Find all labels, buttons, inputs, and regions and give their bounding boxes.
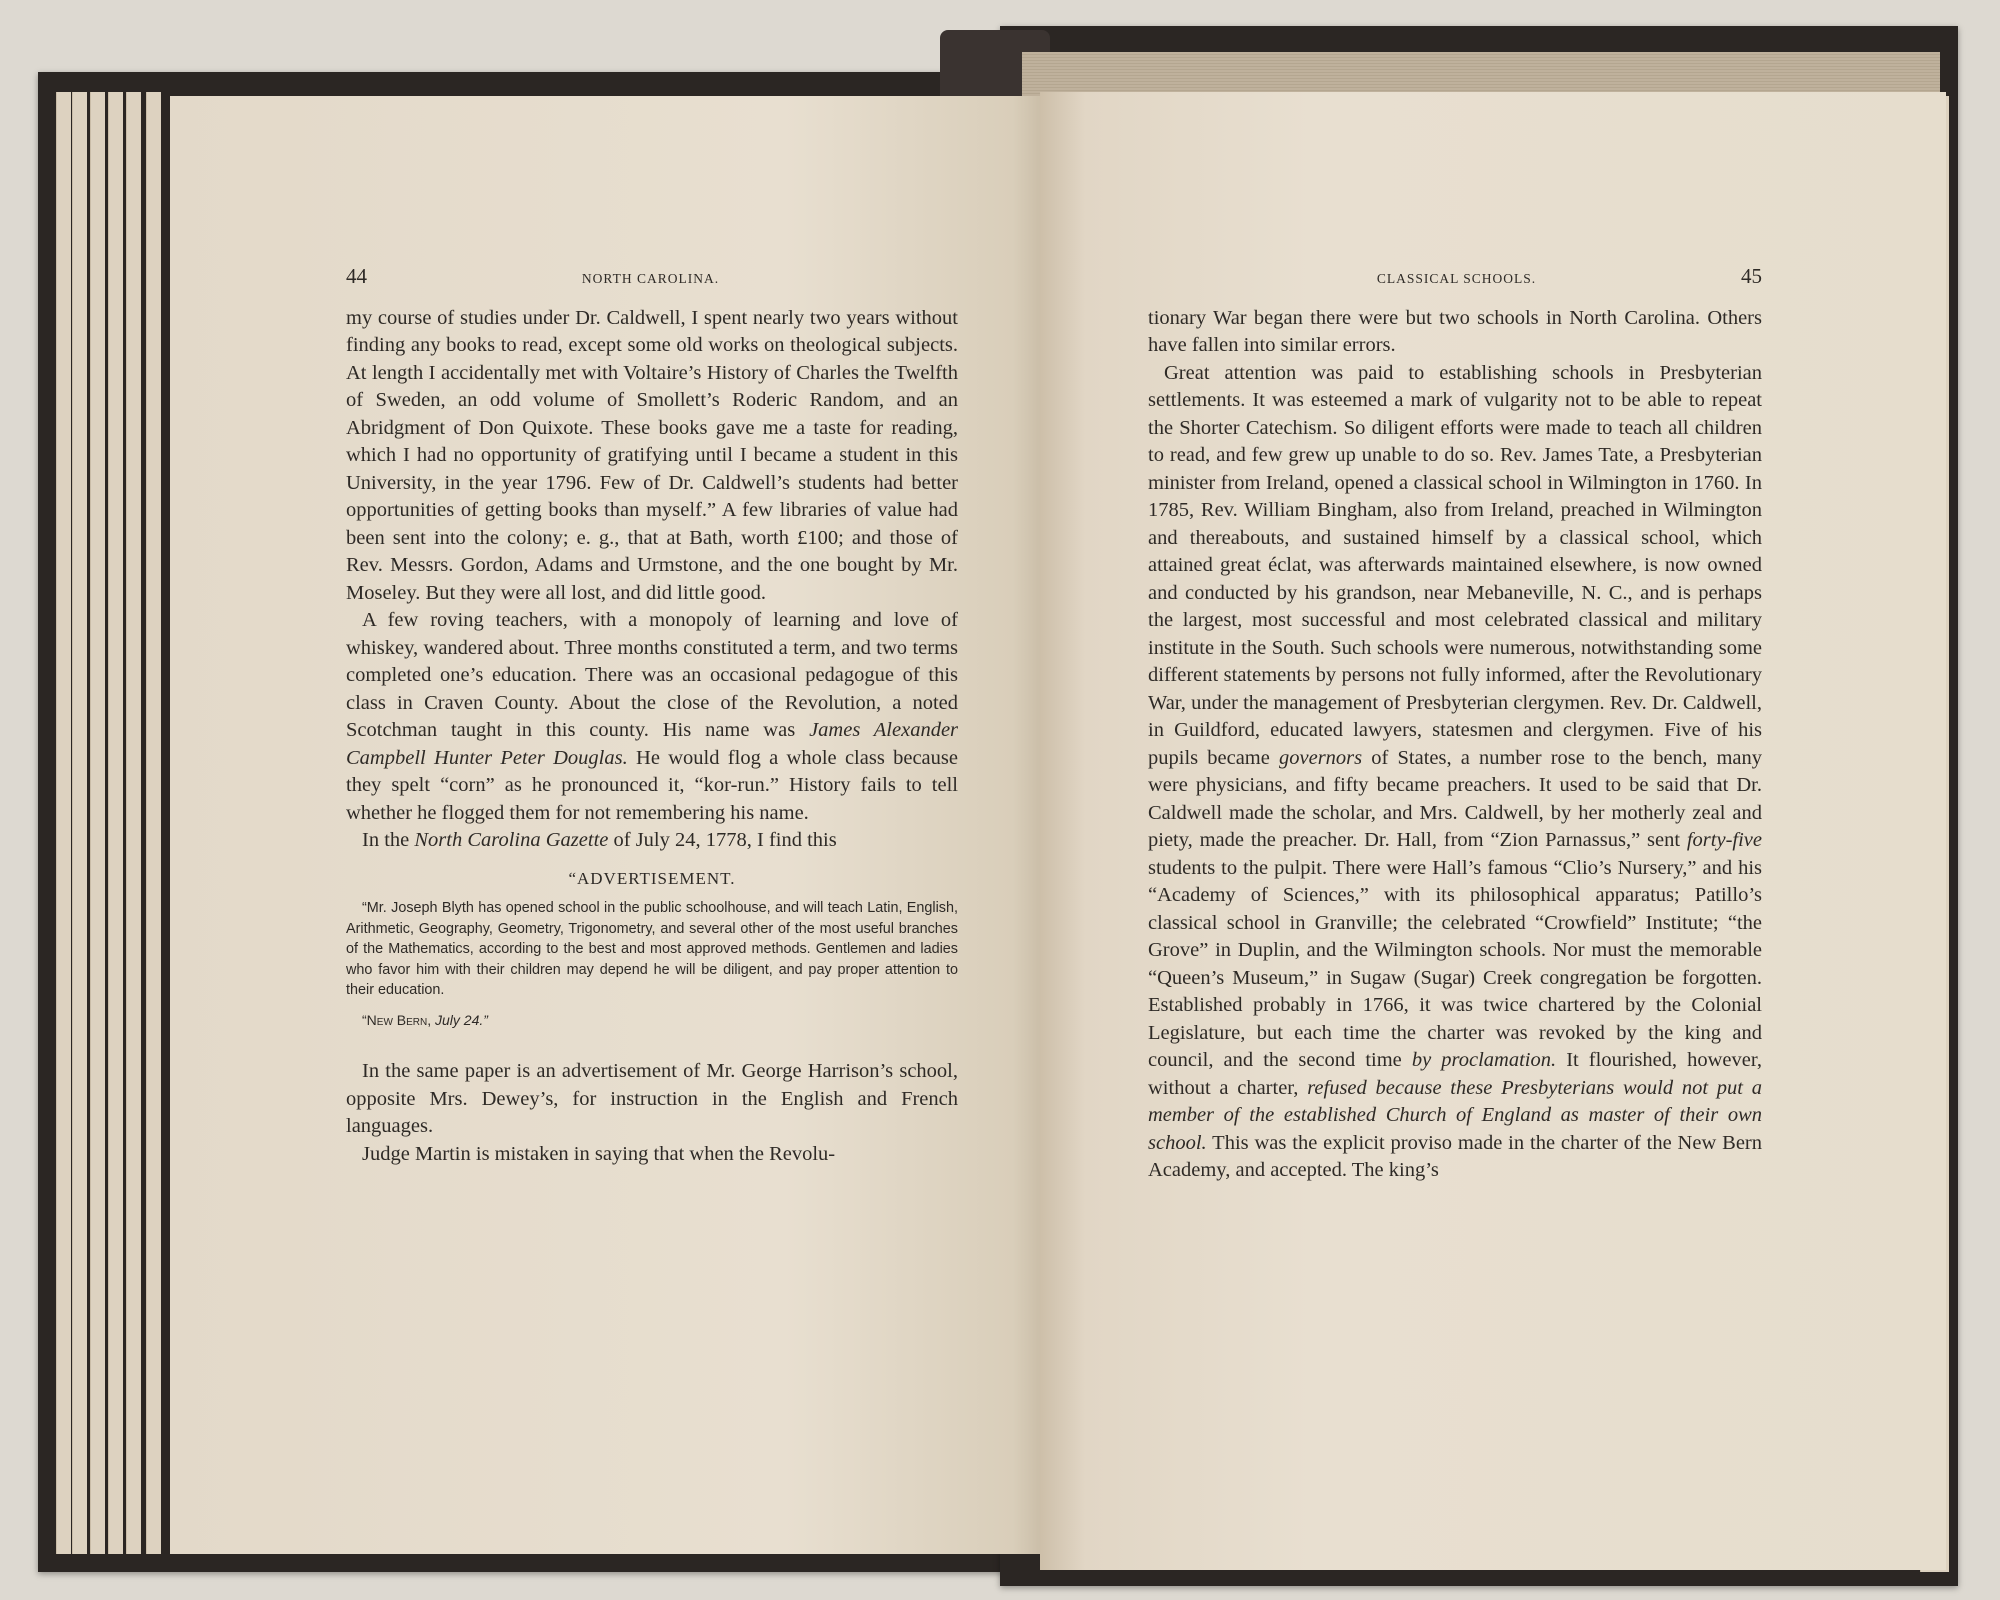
paragraph: Judge Martin is mistaken in saying that when the Revolu- bbox=[362, 1142, 836, 1165]
left-page-text bbox=[346, 263, 958, 1168]
paragraph: Great attention was paid to establishing schools in Presbyterian settlements. It was esteemed a mark of vulgarity not to be able to repeat the Shorter Catechism. So diligent efforts were made to teach all children to read, and few grew up unable to do so. Rev. James Tate, a Presbyterian minister from Ireland, opened a classical school in Wilmington in 1760. In 1785, Rev. William Bingham, also from Ireland, preached in Wilmington and thereabouts, and sustained himself by a classical school, which attained great éclat, was afterwards maintained elsewhere, is now owned and conducted by his grandson, near Mebaneville, N. C., and is perhaps the largest, most successful and most celebrated classical and military institute in the South. Such schools were numerous, notwithstanding some different statements by persons not fully informed, after the Revolutionary War, under the management of Presbyterian clergymen. Rev. Dr. Caldwell, in Guildford, educated lawyers, statesmen and clergymen. Five of his pupils became governors of States, a number rose to the bench, many were physicians, and fifty became preachers. It used to be said that Dr. Caldwell made the scholar, and Mrs. Caldwell, by her motherly zeal and piety, made the preacher. Dr. Hall, from “Zion Parnassus,” sent forty-five students to the pulpit. There were Hall’s famous “Clio’s Nursery,” and his “Academy of Sciences,” with its philosophical apparatus; Patillo’s classical school in Granville; the celebrated “Crowfield” Institute; “the Grove” in Duplin, and the Wilmington schools. Nor must the memorable “Queen’s Museum,” in Sugaw (Sugar) Creek congregation be forgotten. Established probably in 1766, it was twice chartered by the Colonial Legislature, but each time the charter was revoked by the king and council, and the second time by proclamation. It flourished, however, without a charter, refused because these Presbyterians would not put a member of the established Church of England as master of their own school. This was the explicit proviso made in the charter of the New Bern Academy, and accepted. The king’s bbox=[1148, 361, 1763, 1181]
paragraph: my course of studies under Dr. Caldwell, I spent nearly two years without finding any books to read, except some old works on theological subjects. At length I accidentally met with Voltaire’s History of Charles the Twelfth of Sweden, an odd volume of Smollett’s Roderic Random, and an Abridgment of Don Quixote. These books gave me a taste for reading, which I had no opportunity of gratifying until I became a student in this University, in the year 1796. Few of Dr. Caldwell’s students had better opportunities of getting books than myself.” A few libraries of value had been sent into the colony; e. g., that at Bath, worth £100; and those of Rev. Messrs. Gordon, Adams and Urmstone, and the one bought by Mr. Moseley. But they were all lost, and did little good. bbox=[346, 306, 958, 604]
right-page-text bbox=[1148, 263, 1762, 1185]
advertisement-signature: “New Bern, July 24.” bbox=[362, 1011, 488, 1028]
left-running-head bbox=[346, 263, 958, 293]
running-head-title: CLASSICAL SCHOOLS. bbox=[1376, 271, 1537, 286]
page-leaf-edge bbox=[126, 92, 141, 1554]
page-leaf-edge bbox=[72, 92, 87, 1554]
paragraph: In the North Carolina Gazette of July 24, 1778, I find this bbox=[362, 829, 837, 851]
page-edges bbox=[1022, 52, 1940, 96]
page-leaf-edge bbox=[146, 92, 161, 1554]
page-leaf-edge bbox=[56, 92, 71, 1554]
paragraph: In the same paper is an advertisement of Mr. George Harrison’s school, opposite Mrs. Dewey’s, for instruction in the English and French languages. bbox=[346, 1060, 958, 1137]
page-number: 45 bbox=[1741, 264, 1762, 288]
page-leaf-edge bbox=[108, 92, 123, 1554]
paragraph: tionary War began there were but two schools in North Carolina. Others have fallen into similar errors. bbox=[1148, 306, 1762, 356]
page-number: 44 bbox=[346, 264, 367, 288]
page-leaf-edge bbox=[90, 92, 105, 1554]
advertisement-body: “Mr. Joseph Blyth has opened school in the public schoolhouse, and will teach Latin, English, Arithmetic, Geography, Geometry, Trigonometry, and several other of the most useful branches of the Mathematics, according to the best and most approved methods. Gentlemen and ladies who favor him with their children may depend he will be diligent, and pay proper attention to their education. bbox=[346, 900, 958, 998]
advertisement-title: “ADVERTISEMENT. bbox=[568, 868, 736, 888]
running-head-title: NORTH CAROLINA. bbox=[581, 271, 720, 286]
paragraph: A few roving teachers, with a monopoly of learning and love of whiskey, wandered about. Three months constituted a term, and two terms completed one’s education. There was an occasional pedagogue of this class in Craven County. About the close of the Revolution, a noted Scotchman taught in this county. His name was James Alexander Campbell Hunter Peter Douglas. He would flog a whole class because they spelt “corn” as he pronounced it, “kor-run.” History fails to tell whether he flogged them for not remembering his name. bbox=[346, 609, 959, 824]
right-running-head bbox=[1148, 263, 1762, 293]
